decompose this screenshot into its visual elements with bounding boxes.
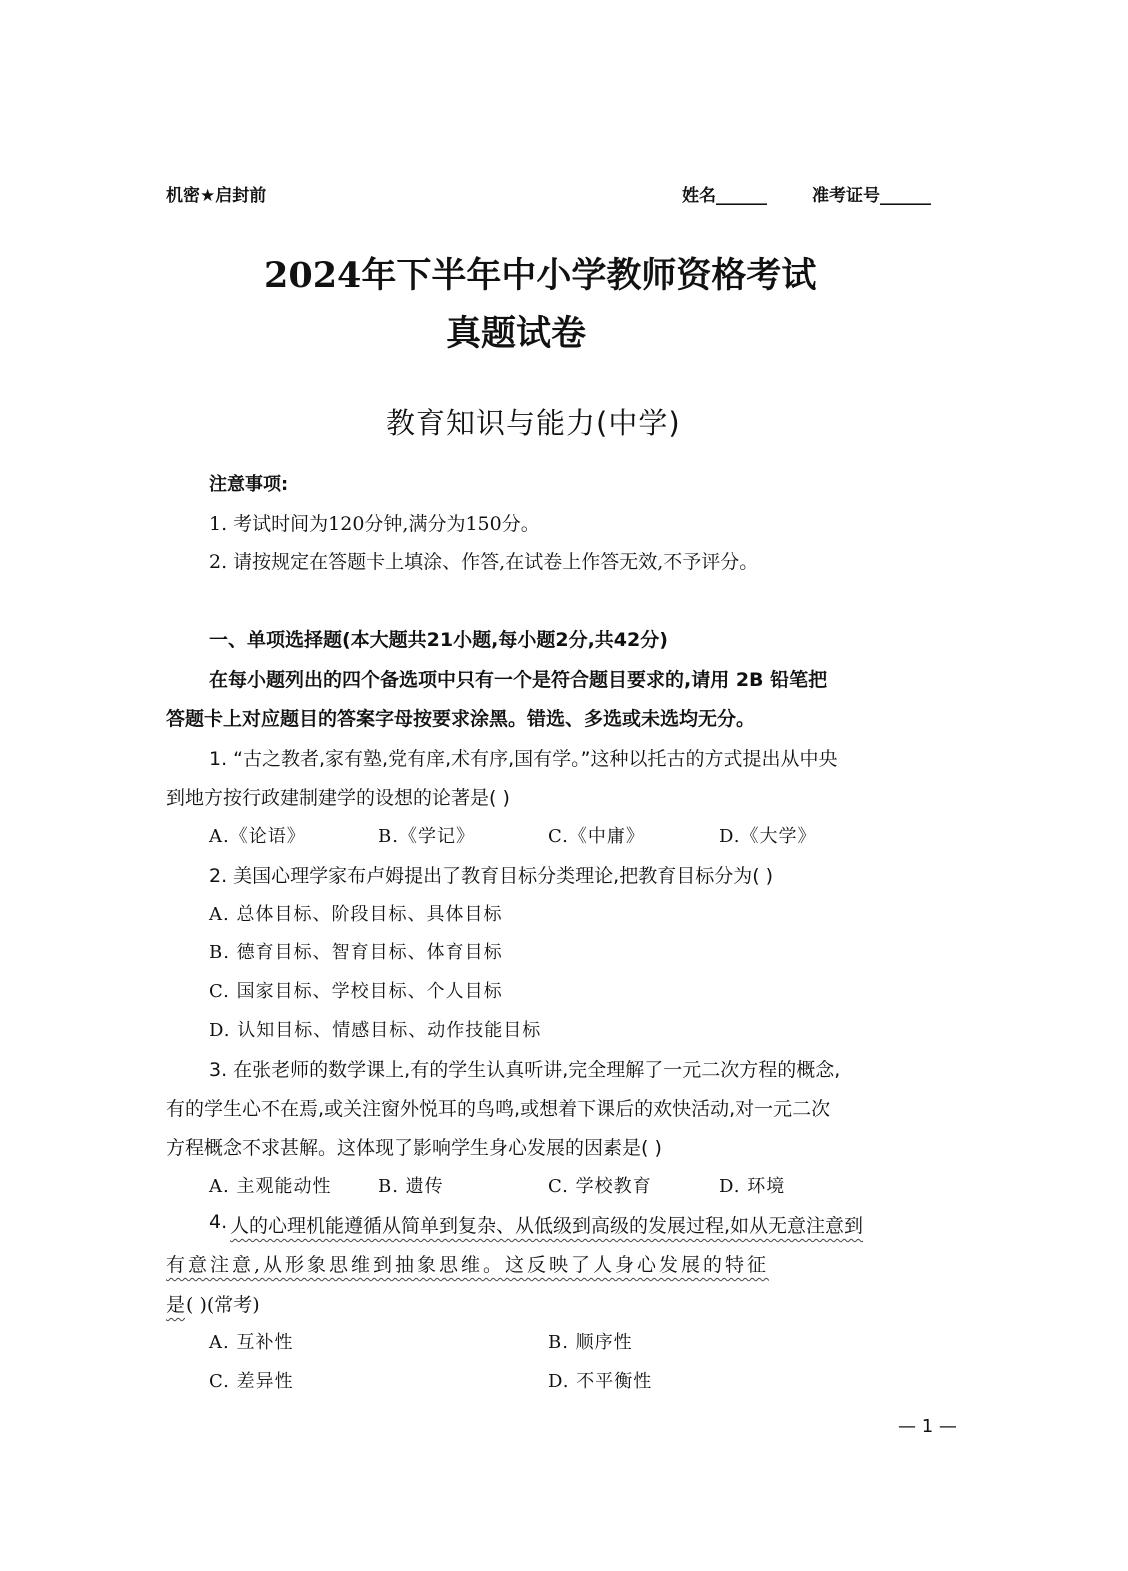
question-1-option-c[interactable]: C.《中庸》 bbox=[548, 826, 645, 847]
question-4-line-3: 是 bbox=[166, 1294, 186, 1316]
section-instruction-line2: 答题卡上对应题目的答案字母按要求涂黑。错选、多选或未选均无分。 bbox=[166, 708, 756, 730]
question-4-line-1: 人的心理机能遵循从简单到复杂、从低级到高级的发展过程,如从无意注意到 bbox=[230, 1215, 864, 1237]
notice-item-2: 2. 请按规定在答题卡上填涂、作答,在试卷上作答无效,不予评分。 bbox=[209, 551, 759, 573]
exam-id-field-label: 准考证号______ bbox=[812, 186, 931, 206]
question-4-option-c[interactable]: C. 差异性 bbox=[209, 1371, 294, 1392]
question-4-option-a[interactable]: A. 互补性 bbox=[209, 1332, 294, 1353]
question-1-option-a[interactable]: A.《论语》 bbox=[209, 826, 306, 847]
question-4-option-d[interactable]: D. 不平衡性 bbox=[548, 1371, 653, 1392]
question-1-line-1: 1. “古之教者,家有塾,党有庠,术有序,国有学。”这种以托古的方式提出从中央 bbox=[209, 748, 838, 770]
question-4-number: 4. bbox=[209, 1211, 228, 1233]
notice-item-1: 1. 考试时间为120分钟,满分为150分。 bbox=[209, 513, 540, 535]
question-2-option-a[interactable]: A. 总体目标、阶段目标、具体目标 bbox=[209, 904, 503, 925]
exam-title-line1: 2024年下半年中小学教师资格考试 bbox=[264, 255, 817, 296]
section-heading: 一、单项选择题(本大题共21小题,每小题2分,共42分) bbox=[209, 629, 668, 651]
question-3-line-2: 有的学生心不在焉,或关注窗外悦耳的鸟鸣,或想着下课后的欢快活动,对一元二次 bbox=[166, 1098, 831, 1120]
question-2-option-d[interactable]: D. 认知目标、情感目标、动作技能目标 bbox=[209, 1020, 542, 1041]
question-4-option-b[interactable]: B. 顺序性 bbox=[548, 1332, 633, 1353]
page-number: — 1 — bbox=[898, 1416, 957, 1437]
question-1-option-d[interactable]: D.《大学》 bbox=[719, 826, 817, 847]
question-3-line-3: 方程概念不求甚解。这体现了影响学生身心发展的因素是( ) bbox=[166, 1137, 662, 1159]
question-3-option-c[interactable]: C. 学校教育 bbox=[548, 1176, 652, 1197]
question-3-line-1: 3. 在张老师的数学课上,有的学生认真听讲,完全理解了一元二次方程的概念, bbox=[209, 1059, 841, 1081]
subject-title: 教育知识与能力(中学) bbox=[386, 406, 681, 440]
name-field-label: 姓名______ bbox=[682, 186, 767, 206]
question-1-option-b[interactable]: B.《学记》 bbox=[378, 826, 475, 847]
notice-heading: 注意事项: bbox=[209, 474, 289, 495]
question-2-line-1: 2. 美国心理学家布卢姆提出了教育目标分类理论,把教育目标分为( ) bbox=[209, 865, 774, 887]
exam-title-line2: 真题试卷 bbox=[446, 313, 587, 354]
question-2-option-b[interactable]: B. 德育目标、智育目标、体育目标 bbox=[209, 942, 503, 963]
section-instruction-line1: 在每小题列出的四个备选项中只有一个是符合题目要求的,请用 2B 铅笔把 bbox=[209, 669, 828, 691]
question-2-option-c[interactable]: C. 国家目标、学校目标、个人目标 bbox=[209, 981, 503, 1002]
question-1-line-2: 到地方按行政建制建学的设想的论著是( ) bbox=[166, 787, 510, 809]
confidential-label: 机密★启封前 bbox=[166, 186, 267, 206]
question-3-option-d[interactable]: D. 环境 bbox=[719, 1176, 786, 1197]
question-3-option-a[interactable]: A. 主观能动性 bbox=[209, 1176, 332, 1197]
question-4-tail: ( )(常考) bbox=[186, 1294, 260, 1316]
question-4-line-2: 有意注意,从形象思维到抽象思维。这反映了人身心发展的特征 bbox=[166, 1254, 770, 1276]
question-3-option-b[interactable]: B. 遗传 bbox=[378, 1176, 444, 1197]
